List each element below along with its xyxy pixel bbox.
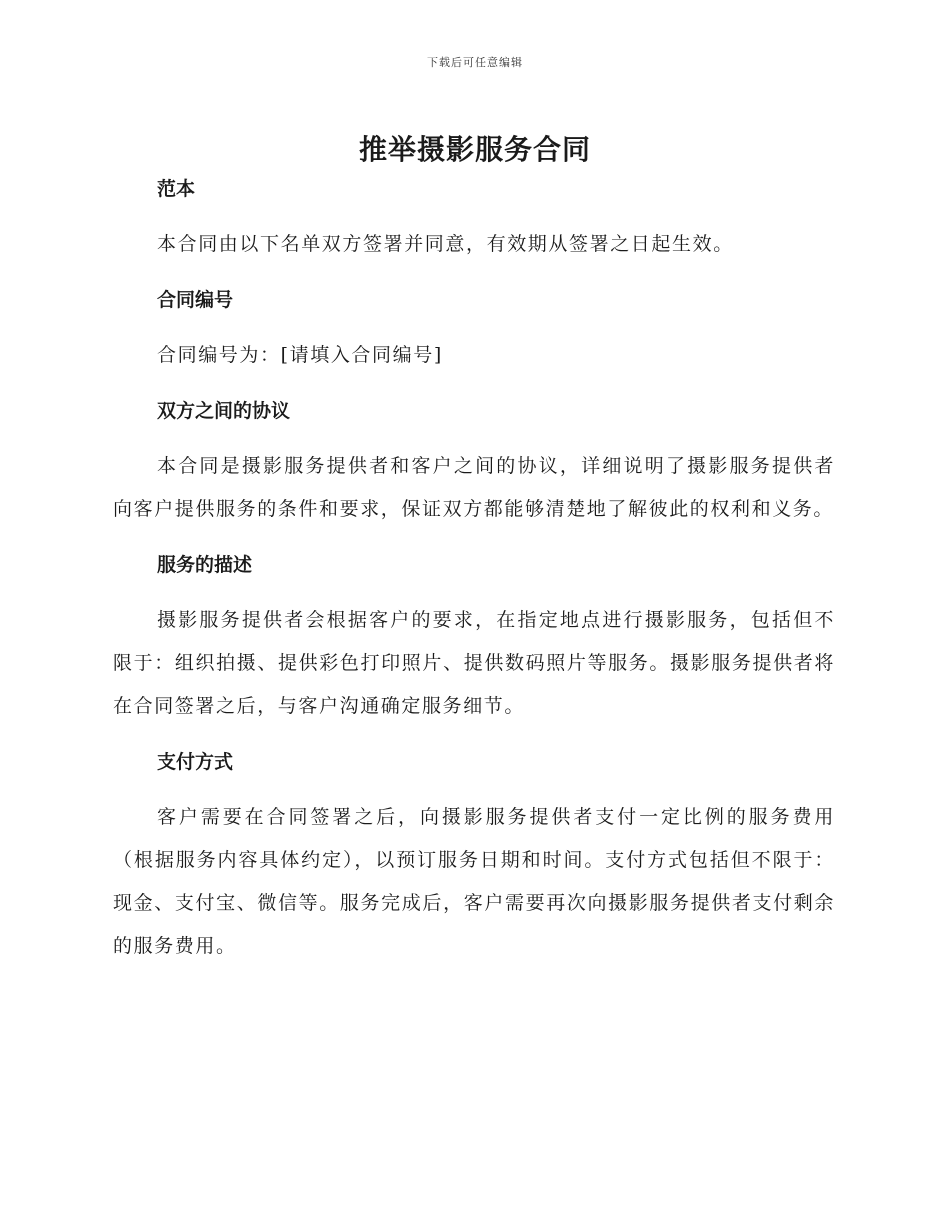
section-heading-contract-number: 合同编号: [157, 289, 234, 311]
page-header-note: 下载后可任意编辑: [427, 56, 523, 69]
document-title: 推举摄影服务合同: [358, 133, 591, 166]
section-heading-agreement: 双方之间的协议: [157, 400, 291, 422]
section-paragraph: 合同编号为：[请填入合同编号]: [157, 344, 443, 366]
document-body: [113, 172, 835, 968]
section-paragraph: 客户需要在合同签署之后，向摄影服务提供者支付一定比例的服务费用（根据服务内容具体约定），以预订服务日期和时间。支付方式包括但不限于：现金、支付宝、微信等。服务完成后，客户需要再次向摄影服务提供者支付剩余的服务费用。: [113, 806, 835, 957]
section-heading-template: 范本: [157, 178, 196, 200]
section-paragraph: 本合同由以下名单双方签署并同意，有效期从签署之日起生效。: [157, 233, 734, 255]
section-heading-payment: 支付方式: [157, 751, 234, 773]
section-paragraph: 本合同是摄影服务提供者和客户之间的协议，详细说明了摄影服务提供者向客户提供服务的条件和要求，保证双方都能够清楚地了解彼此的权利和义务。: [113, 455, 835, 520]
section-heading-service-description: 服务的描述: [157, 554, 253, 576]
section-paragraph: 摄影服务提供者会根据客户的要求，在指定地点进行摄影服务，包括但不限于：组织拍摄、提供彩色打印照片、提供数码照片等服务。摄影服务提供者将在合同签署之后，与客户沟通确定服务细节。: [113, 609, 835, 717]
